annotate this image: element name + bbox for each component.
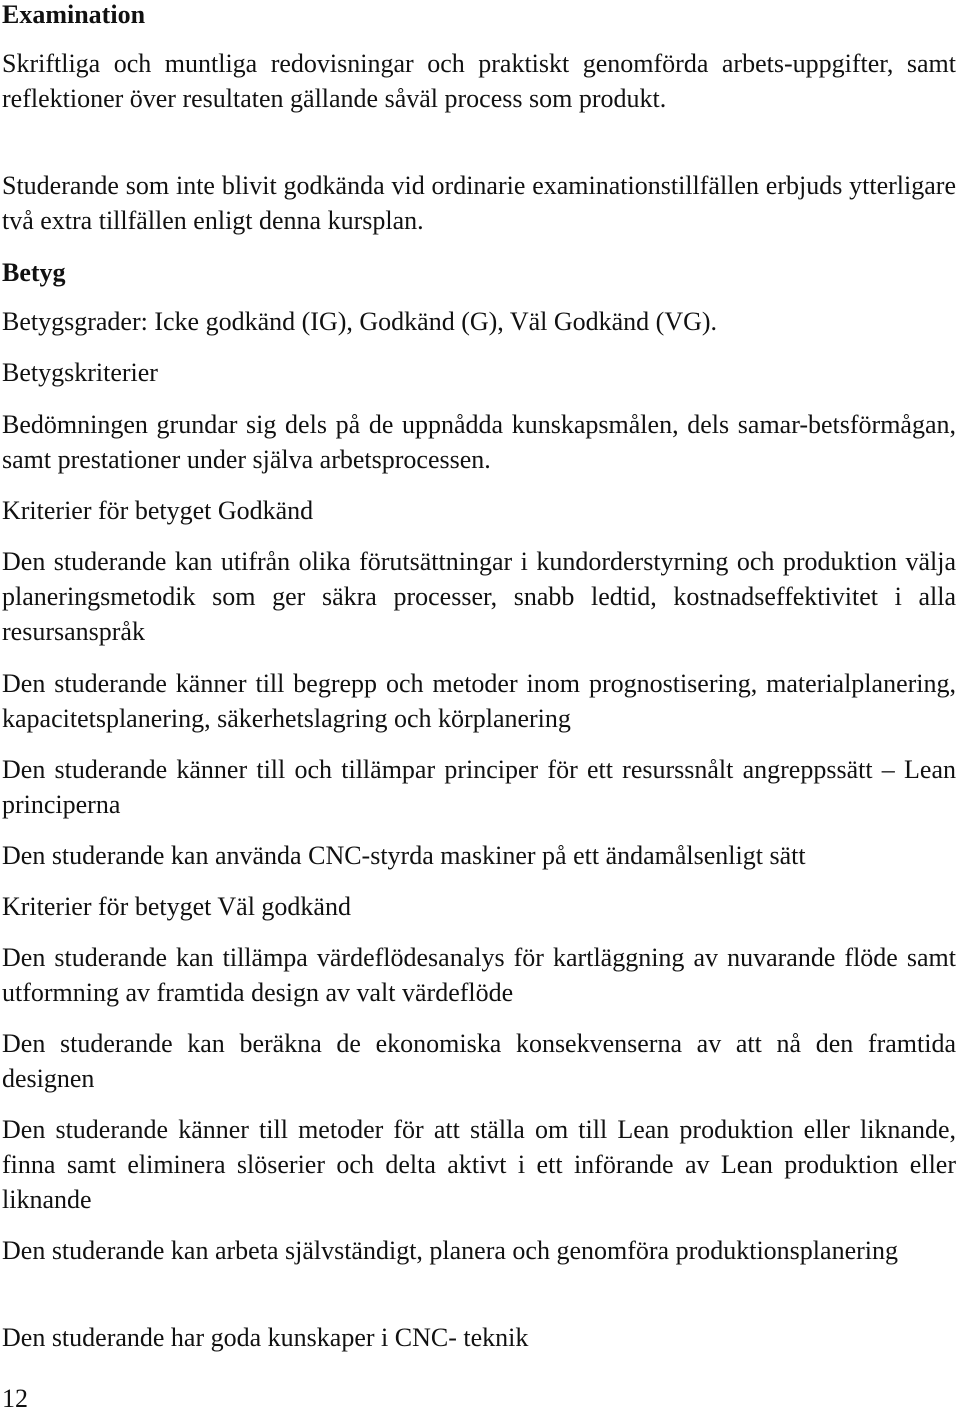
betyg-heading: Betyg [2,258,66,287]
examination-heading: Examination [2,0,146,29]
valgodkand-item: Den studerande kan beräkna de ekonomiska konsekvenserna av att nå den framtida designen [2,1029,956,1093]
godkand-item: Den studerande kan använda CNC-styrda maskiner på ett ändamålsenligt sätt [2,841,806,870]
godkand-item: Den studerande känner till begrepp och metoder inom prognostisering, materialplanering, kapacitetsplanering, säkerhetslagring och körplanering [2,669,956,733]
betyg-paragraph: Betygsgrader: Icke godkänd (IG), Godkänd (G), Väl Godkänd (VG). [2,307,718,336]
valgodkand-item: Den studerande kan tillämpa värdeflödesanalys för kartläggning av nuvarande flöde samt utformning av framtida design av valt värdeflöde [2,943,956,1007]
godkand-item: Den studerande känner till och tillämpar principer för ett resurssnålt angreppssätt – Lean principerna [2,755,956,819]
betygskriterier-paragraph: Bedömningen grundar sig dels på de uppnådda kunskapsmålen, dels samar-betsförmågan, samt prestationer under själva arbetsprocessen. [2,410,956,474]
examination-paragraph-2: Studerande som inte blivit godkända vid ordinarie examinationstillfällen erbjuds ytterligare två extra tillfällen enligt denna kursplan. [2,171,956,235]
page-number: 12 [2,1384,28,1413]
valgodkand-item: Den studerande kan arbeta självständigt, planera och genomföra produktionsplanering [2,1236,898,1265]
betygskriterier-heading: Betygskriterier [2,358,158,387]
godkand-heading: Kriterier för betyget Godkänd [2,496,314,525]
examination-paragraph-1: Skriftliga och muntliga redovisningar och praktiskt genomförda arbets-uppgifter, samt reflektioner över resultaten gällande såväl process som produkt. [2,49,956,113]
godkand-item: Den studerande kan utifrån olika förutsättningar i kundorderstyrning och produktion välja planeringsmetodik som ger säkra processer, snabb ledtid, kostnadseffektivitet i alla resursanspråk [2,547,956,646]
valgodkand-item: Den studerande har goda kunskaper i CNC- teknik [2,1323,529,1352]
valgodkand-heading: Kriterier för betyget Väl godkänd [2,892,351,921]
valgodkand-item: Den studerande känner till metoder för att ställa om till Lean produktion eller liknande, finna samt eliminera slöserier och delta aktivt i ett införande av Lean produktion eller liknande [2,1115,956,1214]
